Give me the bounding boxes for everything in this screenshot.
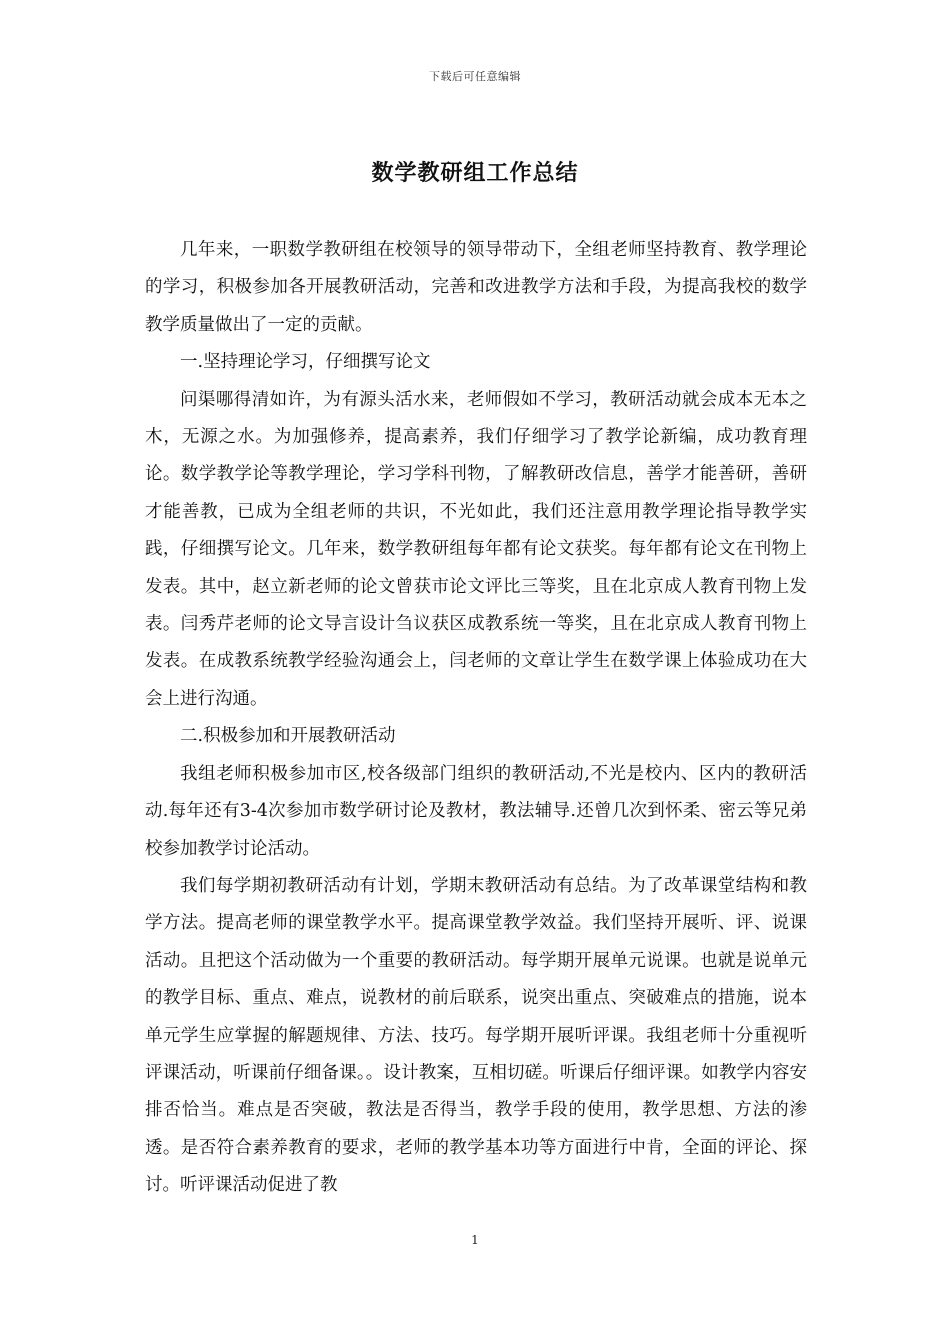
document-title: 数学教研组工作总结 bbox=[371, 160, 579, 186]
paragraph-lesson-evaluation: 我们每学期初教研活动有计划，学期末教研活动有总结。为了改革课堂结构和教学方法。提高老师的课堂教学水平。提高课堂教学效益。我们坚持开展听、评、说课活动。且把这个活动做为一个重要的教研活动。每学期开展单元说课。也就是说单元的教学目标、重点、难点，说教材的前后联系，说突出重点、突破难点的措施，说本单元学生应掌握的解题规律、方法、技巧。每学期开展听评课。我组老师十分重视听评课活动，听课前仔细备课。。设计教案，互相切磋。听课后仔细评课。如教学内容安排否恰当。难点是否突破，教法是否得当，教学手段的使用，教学思想、方法的渗透。是否符合素养教育的要求，老师的教学基本功等方面进行中肯，全面的评论、探讨。听评课活动促进了教 bbox=[145, 875, 807, 1196]
paragraph-intro: 几年来，一职数学教研组在校领导的领导带动下，全组老师坚持教育、教学理论的学习，积极参加各开展教研活动，完善和改进教学方法和手段，为提高我校的数学教学质量做出了一定的贡献。 bbox=[145, 240, 807, 335]
section-heading-1: 一.坚持理论学习，仔细撰写论文 bbox=[180, 352, 431, 373]
header-note: 下载后可任意编辑 bbox=[429, 70, 521, 83]
paragraph-teaching-research: 我组老师积极参加市区,校各级部门组织的教研活动,不光是校内、区内的教研活动.每年还有3-4次参加市数学研讨论及教材，教法辅导.还曾几次到怀柔、密云等兄弟校参加教学讨论活动。 bbox=[145, 763, 807, 859]
page-number: 1 bbox=[471, 1233, 479, 1247]
section-heading-2: 二.积极参加和开展教研活动 bbox=[180, 726, 396, 747]
document-body bbox=[145, 232, 807, 1205]
paragraph-theory-study: 问渠哪得清如许，为有源头活水来，老师假如不学习，教研活动就会成本无本之木，无源之水。为加强修养，提高素养，我们仔细学习了教学论新编，成功教育理论。数学教学论等教学理论，学习学科刊物，了解教研改信息，善学才能善研，善研才能善教，已成为全组老师的共识，不光如此，我们还注意用教学理论指导教学实践，仔细撰写论文。几年来，数学教研组每年都有论文获奖。每年都有论文在刊物上发表。其中，赵立新老师的论文曾获市论文评比三等奖，且在北京成人教育刊物上发表。闫秀芹老师的论文导言设计刍议获区成教系统一等奖，且在北京成人教育刊物上发表。在成教系统教学经验沟通会上，闫老师的文章让学生在数学课上体验成功在大会上进行沟通。 bbox=[145, 389, 807, 709]
